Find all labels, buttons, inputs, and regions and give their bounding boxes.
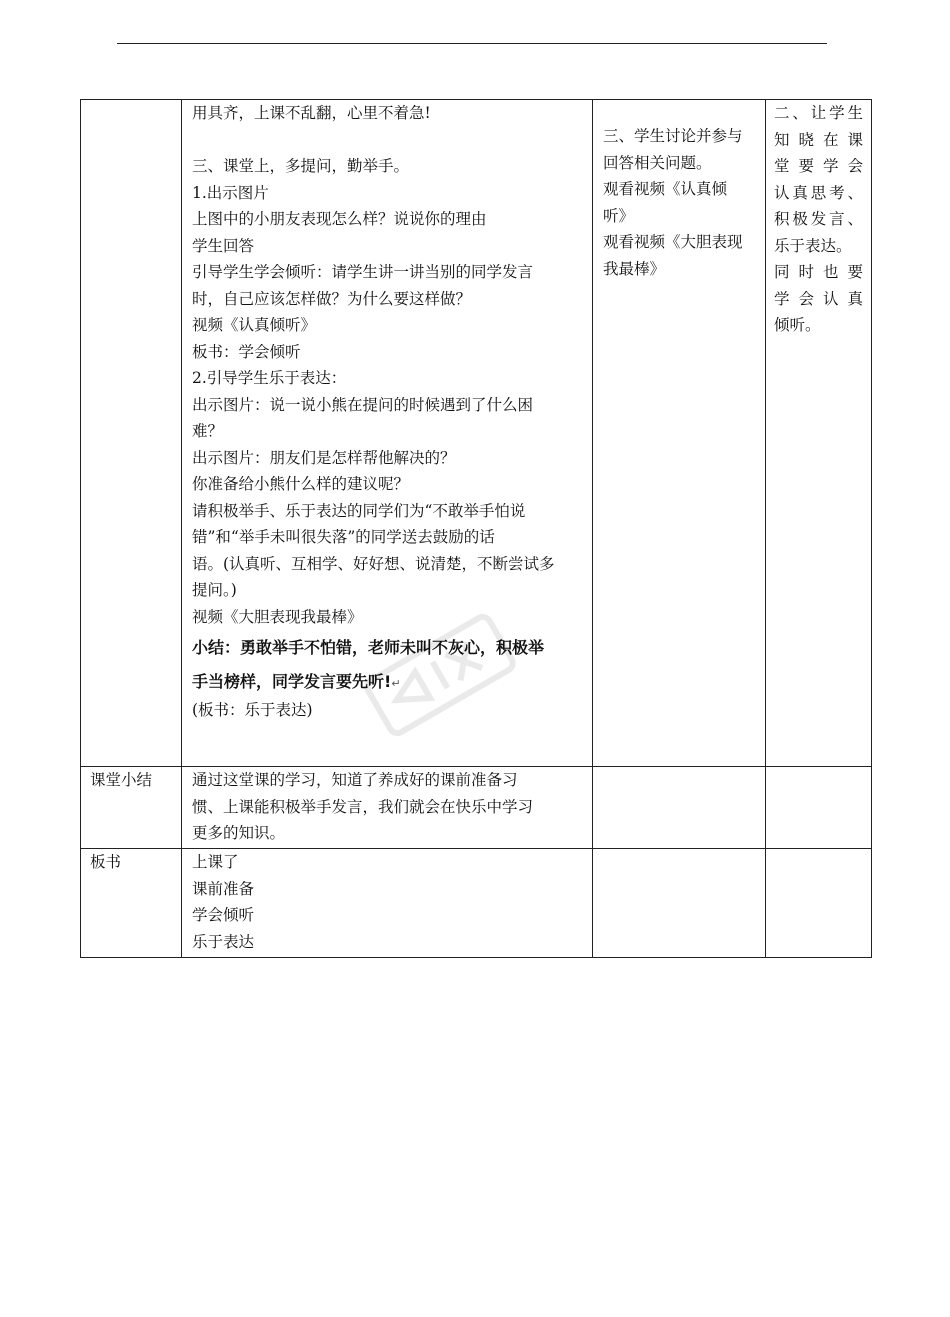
text-line: 同时也要 [774,263,863,281]
list-item: 乐于表达 [192,932,255,951]
text-line: 出示图片：说一说小熊在提问的时候遇到了什么困 [192,395,534,414]
board-label-cell [81,849,182,958]
text-line: 提问。) [192,581,237,599]
text-line: 通过这堂课的学习，知道了养成好的课前准备习 [192,771,518,789]
design-intent-text [766,100,871,339]
list-item: 学会倾听 [192,906,255,924]
text-line: 听》 [603,206,635,225]
text-line: 1.出示图片 [192,183,269,202]
summary-label-cell [81,767,182,849]
text-line: 引导学生学会倾听：请学生讲一讲当别的同学发言 [192,263,534,281]
text-line: 回答相关问题。 [603,153,712,172]
text-line: 视频《认真倾听》 [192,316,317,334]
text-line: 时，自己应该怎样做？为什么要这样做？ [192,289,472,308]
text-line: 三、学生讨论并参与 [603,127,743,145]
text-line: 难？ [192,422,224,440]
summary-line-2: 手当榜样，同学发言要先听!↵ [192,672,401,691]
text-line: 出示图片：朋友们是怎样帮他解决的？ [192,448,456,467]
board-note: (板书：乐于表达) [192,701,313,719]
board-empty-cell-2 [766,849,872,958]
text-line: 用具齐，上课不乱翻，心里不着急! [192,104,431,122]
text-line: 学会认真 [774,289,863,308]
text-line: 上图中的小朋友表现怎么样？说说你的理由 [192,210,487,228]
text-line: 请积极举手、乐于表达的同学们为“不敢举手怕说 [192,501,526,520]
text-line: 板书：学会倾听 [192,342,301,361]
summary-content-text [182,767,592,847]
board-content-text [182,849,592,955]
text-line: 惯、上课能积极举手发言，我们就会在快乐中学习 [192,797,534,816]
design-intent-cell [766,100,872,767]
text-line: 知晓在课 [774,130,863,149]
text-line: 三、课堂上，多提问，勤举手。 [192,157,410,175]
text-line: 更多的知识。 [192,824,286,842]
list-item: 上课了 [192,853,239,871]
text-line: 二、让学生 [774,104,863,122]
lesson-plan-table [80,99,872,958]
text-line: 认真思考、 [774,183,863,202]
summary-empty-cell-2 [766,767,872,849]
summary-label: 课堂小结 [90,771,153,789]
summary-content-cell [182,767,593,849]
text-line: 视频《大胆表现我最棒》 [192,607,363,626]
text-line: 我最棒》 [603,259,666,278]
text-line: 积极发言、 [774,210,863,228]
board-label: 板书 [90,853,122,871]
table-row-summary [81,767,872,849]
text-line: 倾听。 [774,316,821,334]
text-line: 学生回答 [192,236,255,255]
board-content-cell [182,849,593,958]
text-line: 观看视频《大胆表现 [603,233,743,251]
student-activity-cell [593,100,766,767]
text-line [192,127,588,154]
stage-cell [81,100,182,767]
text-line: 堂要学会 [774,157,863,175]
board-empty-cell-1 [593,849,766,958]
text-line: 错”和“举手未叫很失落”的同学送去鼓励的话 [192,528,495,546]
text-line: 语。(认真听、互相学、好好想、说清楚，不断尝试多 [192,554,555,573]
list-item: 课前准备 [192,879,255,898]
text-line: 乐于表达。 [774,236,852,255]
return-mark: ↵ [391,677,401,690]
table-row-board [81,849,872,958]
summary-line-1: 小结：勇敢举手不怕错，老师未叫不灰心，积极举 [192,638,545,657]
text-line: 观看视频《认真倾 [603,180,728,198]
text-line: 2.引导学生乐于表达： [192,369,347,387]
teacher-activity-text [182,100,592,630]
summary-empty-cell-1 [593,767,766,849]
text-line: 你准备给小熊什么样的建议呢？ [192,475,410,493]
header-rule [117,43,827,44]
student-activity-text [593,100,765,282]
